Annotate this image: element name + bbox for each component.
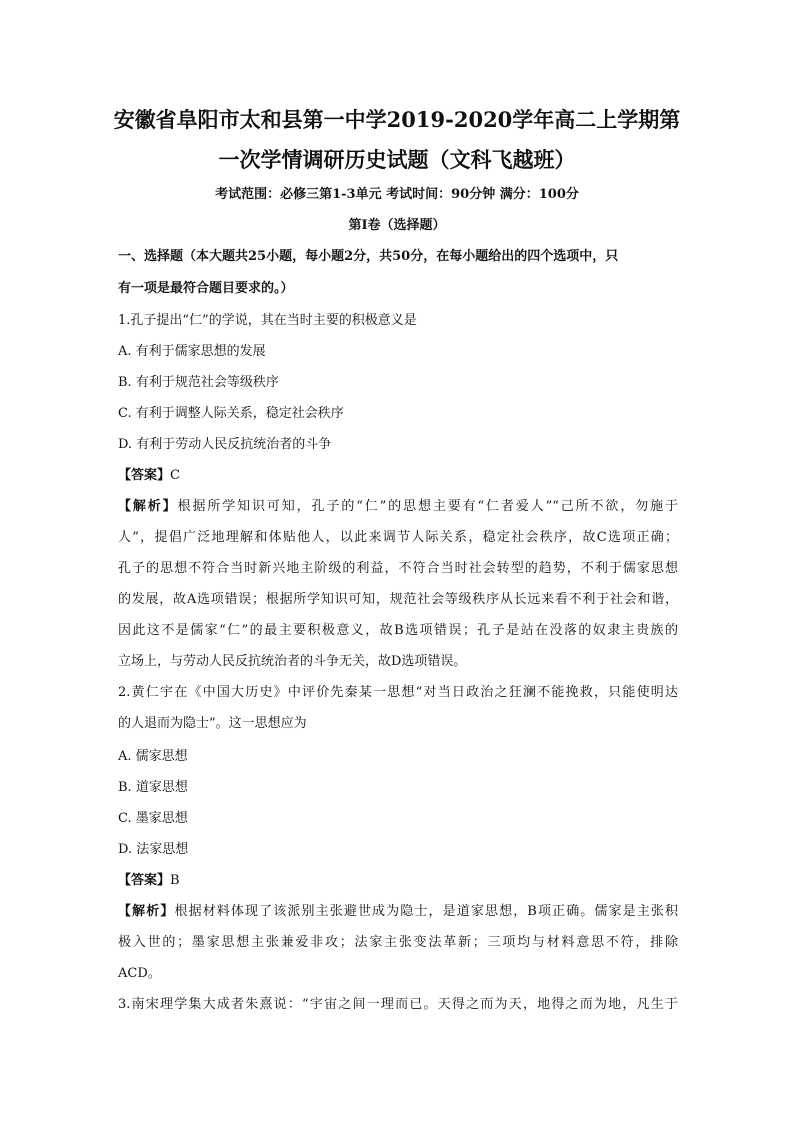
exam-info: 考试范围：必修三第1-3单元 考试时间：90分钟 满分：100分 xyxy=(215,187,579,202)
question-1-option-a: A. 有利于儒家思想的发展 xyxy=(118,344,266,359)
question-1-analysis-line-4: 的发展，故A选项错误；根据所学知识可知，规范社会等级秩序从长远来看不利于社会和谐， xyxy=(118,592,678,607)
question-1-analysis-line-6: 立场上，与劳动人民反抗统治者的斗争无关，故D选项错误。 xyxy=(118,654,467,669)
question-2-option-c: C. 墨家思想 xyxy=(118,811,188,826)
question-1-option-c: C. 有利于调整人际关系，稳定社会秩序 xyxy=(118,406,344,421)
question-2-answer xyxy=(118,873,180,889)
section-instruction-line-1: 一、选择题（本大题共25小题，每小题2分，共50分，在每小题给出的四个选项中，只 xyxy=(118,249,619,264)
answer-tag: 【答案】 xyxy=(118,468,171,483)
analysis-tag: 【解析】 xyxy=(118,904,175,919)
question-2-stem-line-2: 的人退而为隐士”。这一思想应为 xyxy=(118,716,307,731)
question-1-option-d: D. 有利于劳动人民反抗统治者的斗争 xyxy=(118,437,332,452)
question-2-analysis-line-1 xyxy=(118,904,678,920)
analysis-text: 根据所学知识可知，孔子的“仁”的思想主要有“仁者爱人”“己所不欲，勿施于 xyxy=(177,499,678,514)
question-2-analysis-line-2: 极入世的；墨家思想主张兼爱非攻；法家主张变法革新；三项均与材料意思不符，排除 xyxy=(118,935,678,950)
analysis-text: 根据材料体现了该派别主张避世成为隐士，是道家思想，B项正确。儒家是主张积 xyxy=(174,904,678,919)
question-1-analysis-line-3: 孔子的思想不符合当时新兴地主阶级的利益，不符合当时社会转型的趋势，不利于儒家思想 xyxy=(118,561,678,576)
question-2-option-a: A. 儒家思想 xyxy=(118,749,188,764)
answer-tag: 【答案】 xyxy=(118,873,171,888)
question-1-answer xyxy=(118,468,180,484)
answer-value: C xyxy=(170,468,180,483)
volume-title: 第I卷（选择题） xyxy=(348,218,446,233)
exam-title-line-1: 安徽省阜阳市太和县第一中学2019-2020学年高二上学期第 xyxy=(113,107,681,132)
analysis-tag: 【解析】 xyxy=(118,499,178,514)
question-3-stem-line-1: 3.南宋理学集大成者朱熹说：“宇宙之间一理而已。天得之而为天，地得之而为地，凡生于 xyxy=(118,997,678,1012)
section-instruction-line-2: 有一项是最符合题目要求的。） xyxy=(118,281,294,296)
question-2-option-b: B. 道家思想 xyxy=(118,780,188,795)
question-1-analysis-line-1 xyxy=(118,499,678,515)
question-2-analysis-line-3: ACD。 xyxy=(118,966,161,981)
question-1-stem: 1.孔子提出“仁”的学说，其在当时主要的积极意义是 xyxy=(118,313,417,328)
question-1-analysis-line-5: 因此这不是儒家“仁”的最主要积极意义，故B选项错误；孔子是站在没落的奴隶主贵族的 xyxy=(118,623,678,638)
question-2-stem-line-1: 2.黄仁宇在《中国大历史》中评价先秦某一思想“对当日政治之狂澜不能挽救，只能使明达 xyxy=(118,685,678,700)
question-1-option-b: B. 有利于规范社会等级秩序 xyxy=(118,375,279,390)
answer-value: B xyxy=(170,873,180,888)
exam-title-line-2: 一次学情调研历史试题（文科飞越班） xyxy=(218,147,576,172)
question-1-analysis-line-2: 人”，提倡广泛地理解和体贴他人，以此来调节人际关系，稳定社会秩序，故C选项正确； xyxy=(118,530,678,545)
question-2-option-d: D. 法家思想 xyxy=(118,842,189,857)
